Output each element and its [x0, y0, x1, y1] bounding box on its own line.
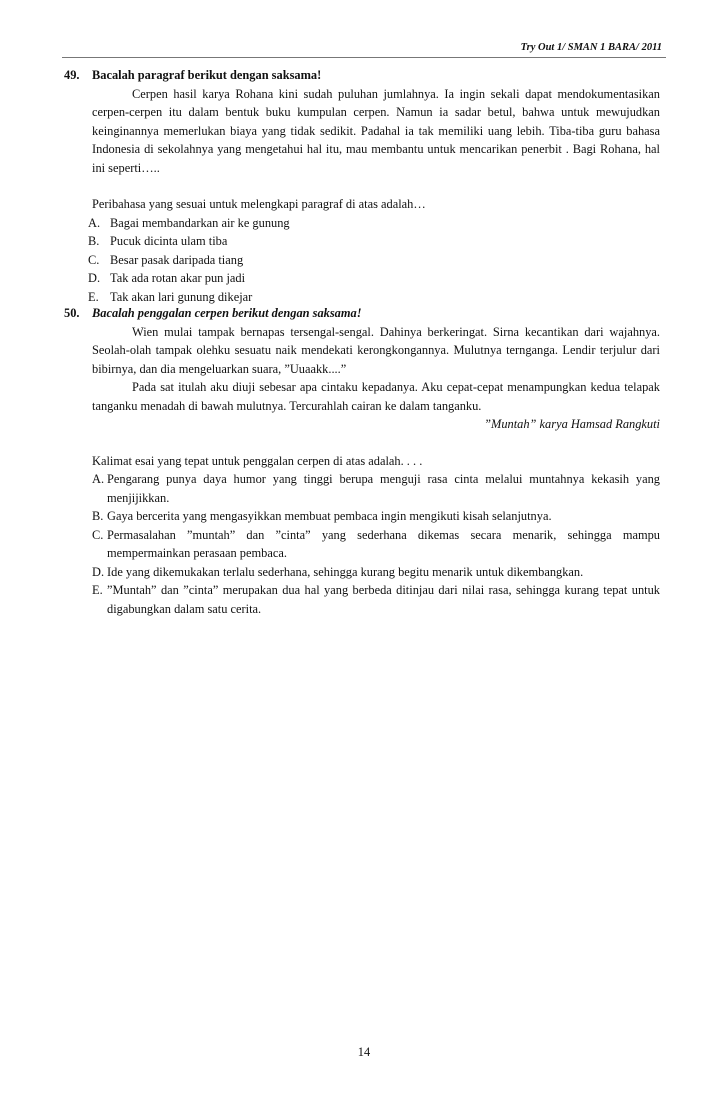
story-paragraph-2: Pada sat itulah aku diuji sebesar apa cintaku kepadanya. Aku cepat-cepat menampungkan kedua telapak tanganku menadah di bawah mulutnya. Tercurahlah cairan ke dalam tanganku.	[92, 380, 660, 413]
question-49-options	[88, 214, 660, 307]
running-header: Try Out 1/ SMAN 1 BARA/ 2011	[520, 42, 662, 53]
option-letter: E.	[92, 583, 103, 597]
question-49-number: 49.	[64, 68, 80, 82]
story-paragraph-1: Wien mulai tampak bernapas tersengal-sengal. Dahinya berkeringat. Sirna kecantikan dari wajahnya. Seolah-olah tampak olehku sesuatu naik mendekati kerongkongannya. Mulutnya ternganga. Lendir terjulur dari bibirnya, dan dia mengeluarkan suara, ”Uuaakk....”	[92, 324, 660, 376]
option-49-d[interactable]	[88, 269, 660, 288]
option-50-e[interactable]	[92, 581, 660, 618]
question-50-heading	[64, 304, 660, 323]
option-text: Tak ada rotan akar pun jadi	[110, 271, 246, 285]
option-text: Ide yang dikemukakan terlalu sederhana, sehingga kurang begitu menarik untuk dikembangkan.	[107, 564, 584, 579]
option-50-b[interactable]	[92, 507, 660, 526]
question-49-body	[88, 85, 660, 307]
header-rule	[62, 57, 666, 58]
question-49-instruction: Bacalah paragraf berikut dengan saksama!	[92, 68, 322, 82]
option-letter: C.	[88, 252, 100, 267]
question-49-paragraph: Cerpen hasil karya Rohana kini sudah puluhan jumlahnya. Ia ingin sekali dapat mendokumentasikan cerpen-cerpen itu dalam bentuk buku kumpulan cerpen. Namun ia sadar betul, bahwa untuk mewujudkan keinginannya memerlukan biaya yang tidak sedikit. Padahal ia tak memiliki uang lebih. Tiba-tiba guru bahasa Indonesia di sekolahnya yang mengetahui hal itu, mau membantu untuk mencarikan penerbit . Bagi Rohana, hal ini seperti…..	[92, 86, 660, 175]
question-49-heading	[64, 66, 660, 85]
story-attribution: ”Muntah” karya Hamsad Rangkuti	[484, 417, 660, 431]
option-letter: C.	[92, 527, 104, 542]
question-50-body	[92, 323, 660, 619]
option-text: Gaya bercerita yang mengasyikkan membuat pembaca ingin mengikuti kisah selanjutnya.	[107, 509, 552, 523]
question-49-prompt: Peribahasa yang sesuai untuk melengkapi paragraf di atas adalah…	[92, 197, 426, 211]
option-text: ”Muntah” dan ”cinta” merupakan dua hal yang berbeda ditinjau dari nilai rasa, sehingga kurang tepat untuk digabungkan dalam satu cerita.	[107, 583, 660, 616]
option-letter: D.	[88, 271, 101, 285]
option-49-a[interactable]	[88, 214, 660, 233]
option-text: Pucuk dicinta ulam tiba	[110, 234, 228, 248]
option-49-c[interactable]	[88, 251, 660, 270]
option-49-b[interactable]	[88, 232, 660, 251]
question-50-instruction: Bacalah penggalan cerpen berikut dengan saksama!	[92, 306, 362, 320]
page-number: 14	[357, 1045, 371, 1059]
option-50-c[interactable]	[92, 526, 660, 563]
option-text: Tak akan lari gunung dikejar	[110, 289, 253, 304]
question-50-prompt: Kalimat esai yang tepat untuk penggalan cerpen di atas adalah. . . .	[92, 453, 423, 468]
question-50	[64, 304, 660, 618]
question-50-number: 50.	[64, 306, 80, 320]
option-letter: B.	[92, 509, 104, 523]
option-text: Besar pasak daripada tiang	[110, 252, 244, 267]
question-50-options	[92, 470, 660, 618]
option-text: Bagai membandarkan air ke gunung	[110, 215, 290, 230]
option-50-a[interactable]	[92, 470, 660, 507]
option-letter: A.	[92, 472, 105, 486]
option-letter: E.	[88, 289, 99, 304]
option-letter: D.	[92, 564, 105, 579]
option-50-d[interactable]	[92, 563, 660, 582]
option-letter: A.	[88, 215, 101, 230]
question-49	[64, 66, 660, 306]
option-text: Permasalahan ”muntah” dan ”cinta” yang sederhana dikemas secara menarik, sehingga mampu mempermainkan perasaan pembaca.	[107, 527, 660, 560]
option-text: Pengarang punya daya humor yang tinggi berupa menguji rasa cinta melalui muntahnya kekasih yang menjijikkan.	[107, 472, 660, 505]
option-letter: B.	[88, 234, 100, 248]
